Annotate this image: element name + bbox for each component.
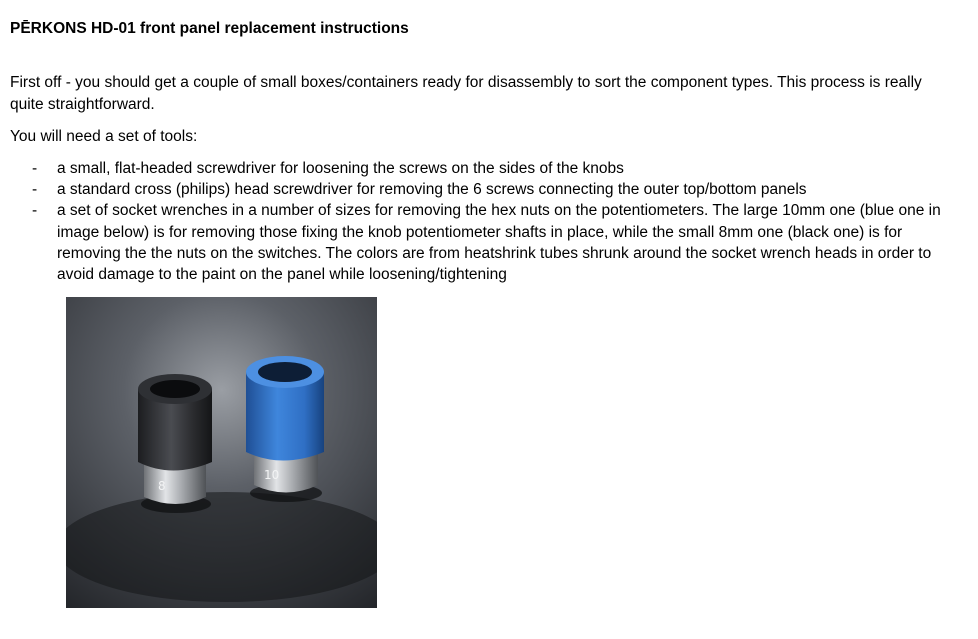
tools-label: You will need a set of tools: [10, 128, 198, 145]
list-bullet: - [32, 202, 38, 220]
page-title: PĒRKONS HD-01 front panel replacement instructions [10, 20, 409, 37]
intro-paragraph: First off - you should get a couple of small boxes/containers ready for disassembly to sort the component types. This process is really quite straightforward. [10, 74, 922, 113]
list-item-text: a small, flat-headed screwdriver for loosening the screws on the sides of the knobs [57, 160, 624, 177]
blue-socket-wrench [246, 356, 324, 502]
black-socket-wrench [138, 374, 212, 513]
list-bullet: - [32, 160, 38, 177]
socket-wrenches-photo [66, 297, 377, 608]
socket-size-label-8: 8 [158, 479, 166, 493]
list-item [10, 200, 950, 285]
list-item-text: a standard cross (philips) head screwdriver for removing the 6 screws connecting the outer top/bottom panels [57, 181, 807, 199]
tool-list [10, 158, 950, 285]
table-shadow [66, 492, 377, 602]
list-item [10, 158, 950, 179]
list-item [10, 179, 950, 200]
list-bullet: - [32, 181, 38, 199]
socket-size-label-10: 10 [264, 468, 280, 482]
list-item-text: a set of socket wrenches in a number of sizes for removing the hex nuts on the potentiometers. The large 10mm one (blue one in image below) is for removing those fixing the knob potentiometer shafts in place, while the small 8mm one (black one) is for removing the the nuts on the switches. The colors are from heatshrink tubes shrunk around the socket wrench heads in order to avoid damage to the paint on the panel while loosening/tightening [57, 202, 941, 284]
socket-wrenches-illustration [66, 297, 377, 608]
